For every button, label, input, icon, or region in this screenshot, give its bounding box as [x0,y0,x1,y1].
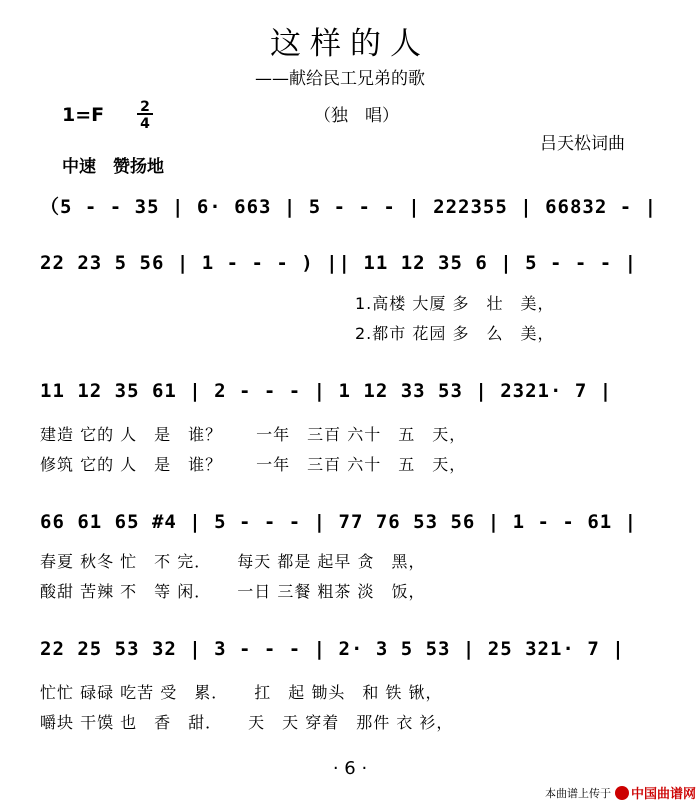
time-signature-glyph [130,98,160,130]
score-line-4: 66 61 65 #4 | 5 - - - | 77 76 53 56 | 1 - - 61 | [40,511,638,533]
lyric-line-3b: 酸甜 苦辣 不 等 闲． 一日 三餐 粗茶 淡 饭， [40,582,426,601]
key-signature: 1=F [62,104,105,126]
score-line-1: （5 - - 35 | 6· 663 | 5 - - - | 222355 | 66832 - | [40,196,658,218]
site-name: 中国曲谱网 [630,787,696,802]
logo-icon [615,786,629,800]
meter-top: 2 [140,99,150,115]
score-line-5: 22 25 53 32 | 3 - - - | 2· 3 5 53 | 25 321· 7 | [40,638,625,660]
song-title: 这样的人 [270,26,430,62]
meter-bottom: 4 [140,116,150,130]
score-line-2: 22 23 5 56 | 1 - - - ) || 11 12 35 6 | 5 - - - | [40,252,638,274]
upload-note: 本曲谱上传于 [544,786,611,800]
lyric-line-1a: 1.高楼 大厦 多 壮 美， [355,294,555,313]
tempo-marking: 中速 赞扬地 [62,157,164,177]
song-subtitle: ——献给民工兄弟的歌 [255,69,425,89]
lyric-line-2b: 修筑 它的 人 是 谁？ 一年 三百 六十 五 天， [40,455,467,474]
footer-watermark [545,783,696,802]
lyric-line-4b: 嚼块 干馍 也 香 甜． 天 天 穿着 那件 衣 衫， [40,713,454,732]
composer-credit: 吕天松词曲 [540,134,625,154]
page-number: · 6 · [332,758,368,779]
site-logo[interactable] [615,783,696,802]
performance-type: （独 唱） [314,106,399,126]
time-signature [130,98,160,130]
lyric-line-1b: 2.都市 花园 多 么 美， [355,324,555,343]
lyric-line-2a: 建造 它的 人 是 谁？ 一年 三百 六十 五 天， [40,425,467,444]
lyric-line-4a: 忙忙 碌碌 吃苦 受 累． 扛 起 锄头 和 铁 锹， [40,683,443,702]
lyric-line-3a: 春夏 秋冬 忙 不 完． 每天 都是 起早 贪 黑， [40,552,426,571]
score-line-3: 11 12 35 61 | 2 - - - | 1 12 33 53 | 2321· 7 | [40,380,613,402]
